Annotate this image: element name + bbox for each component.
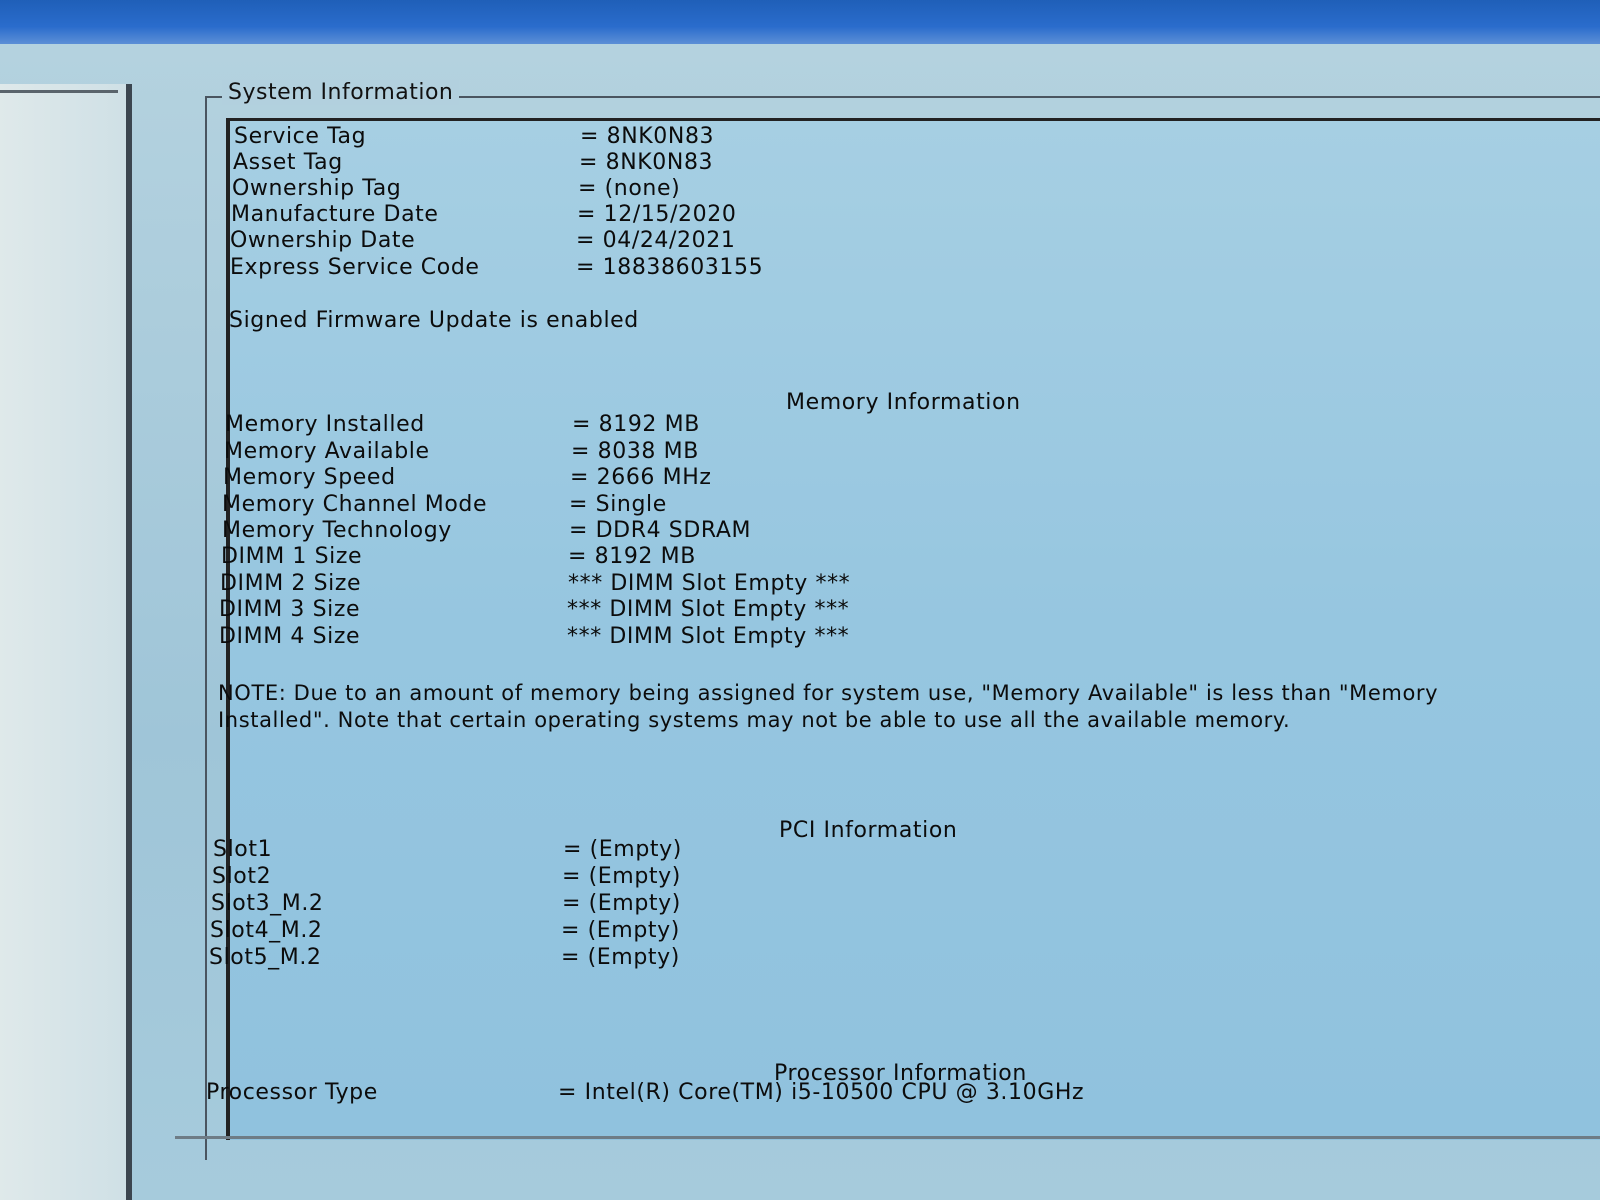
row-value: = 8NK0N83 (580, 124, 715, 149)
row-label: DIMM 4 Size (219, 624, 361, 649)
row-value: = (Empty) (562, 891, 681, 916)
row-value: = 8192 MB (568, 544, 696, 569)
row-label: Slot2 (212, 864, 272, 889)
row-label: Service Tag (234, 124, 367, 149)
pci-heading: PCI Information (779, 818, 958, 843)
row-value: = (Empty) (561, 945, 680, 970)
row-value: = DDR4 SDRAM (569, 518, 752, 543)
row-label: Slot5_M.2 (209, 945, 322, 970)
row-label: DIMM 1 Size (221, 544, 363, 569)
row-label: Memory Channel Mode (222, 492, 488, 517)
row-value: = 12/15/2020 (577, 202, 737, 227)
row-label: Manufacture Date (231, 202, 439, 227)
row-label: Memory Installed (225, 412, 425, 437)
row-value: *** DIMM Slot Empty *** (567, 597, 850, 622)
row-value: = 18838603155 (576, 255, 764, 280)
group-title: System Information (222, 80, 459, 105)
row-label: Slot3_M.2 (211, 891, 324, 916)
row-label: DIMM 3 Size (219, 597, 361, 622)
memory-heading: Memory Information (786, 390, 1021, 415)
processor-heading: Processor Information (774, 1061, 1027, 1086)
row-value: = 2666 MHz (570, 465, 712, 490)
row-label: Express Service Code (230, 255, 480, 280)
row-label: Slot4_M.2 (210, 918, 323, 943)
panel-divider (175, 1136, 1600, 1139)
settings-tree-pane[interactable] (0, 84, 132, 1200)
row-value: = (Empty) (563, 837, 682, 862)
settings-tree-border (0, 90, 118, 1200)
row-value: = Intel(R) Core(TM) i5-10500 CPU @ 3.10GHz (558, 1080, 1085, 1105)
row-value: = Single (569, 492, 667, 517)
memory-note: NOTE: Due to an amount of memory being assigned for system use, "Memory Available" is less than "Memory Installed". Note that certain operating systems may not be able to use all the available memory. (218, 681, 1439, 732)
row-label: Memory Technology (222, 518, 452, 543)
row-label: Memory Speed (223, 465, 396, 490)
row-value: = (Empty) (561, 918, 680, 943)
title-bar (0, 0, 1600, 44)
row-value: *** DIMM Slot Empty *** (568, 571, 851, 596)
row-label: DIMM 2 Size (220, 571, 362, 596)
row-value: = (none) (578, 176, 681, 201)
row-label: Processor Type (206, 1080, 378, 1105)
row-label: Slot1 (213, 837, 273, 862)
row-value: = 8192 MB (572, 412, 700, 437)
row-label: Asset Tag (233, 150, 343, 175)
row-value: = 04/24/2021 (576, 228, 736, 253)
firmware-status: Signed Firmware Update is enabled (229, 308, 639, 333)
row-label: Ownership Tag (232, 176, 402, 201)
row-value: = (Empty) (562, 864, 681, 889)
row-label: Ownership Date (230, 228, 416, 253)
row-value: = 8NK0N83 (579, 150, 714, 175)
row-label: Memory Available (224, 439, 430, 464)
row-value: = 8038 MB (571, 439, 699, 464)
row-value: *** DIMM Slot Empty *** (567, 624, 850, 649)
